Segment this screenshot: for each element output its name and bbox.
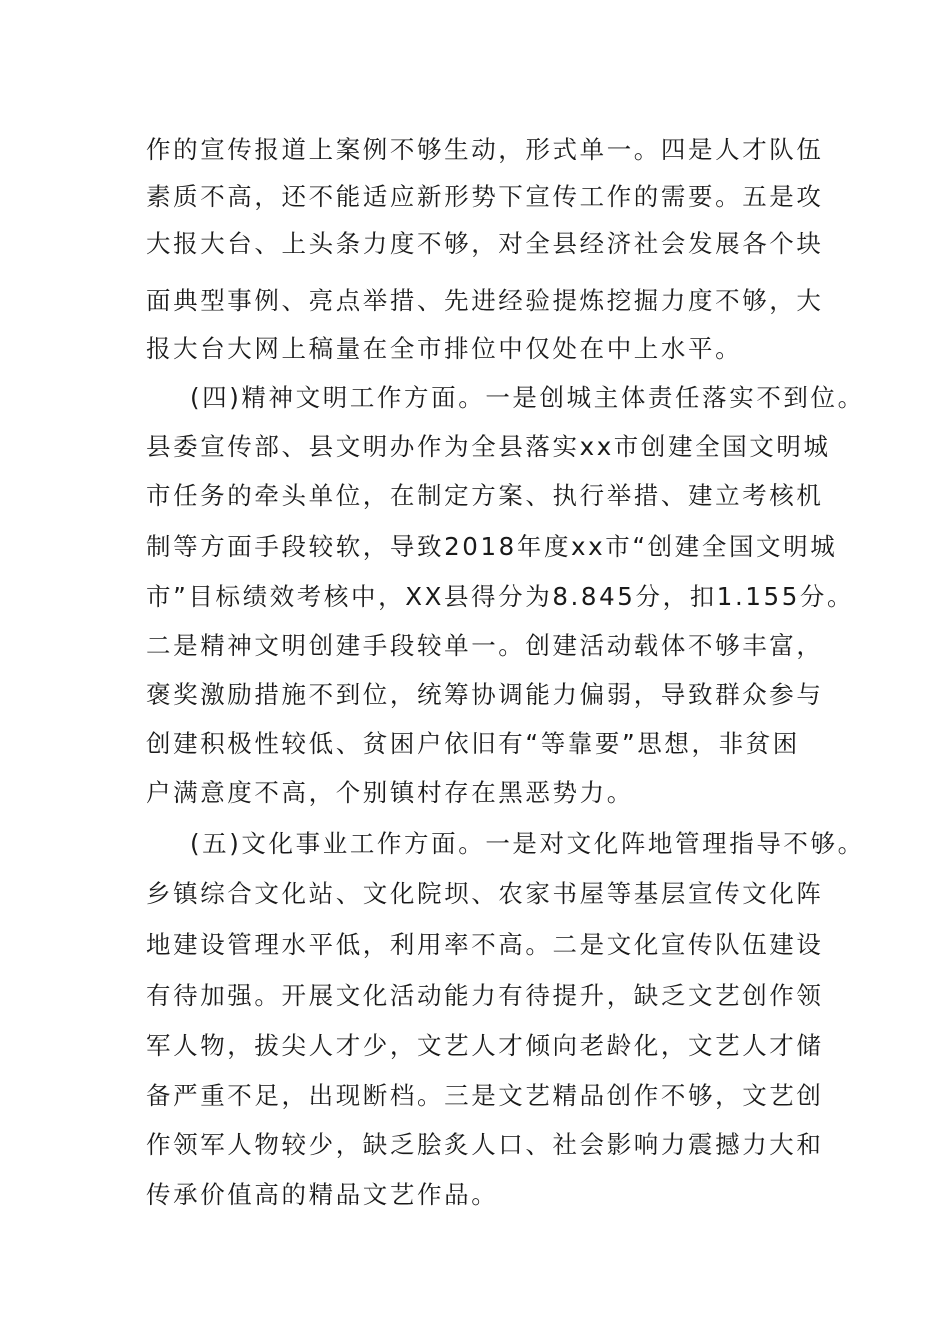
text-line: 备严重不足，出现断档。三是文艺精品创作不够，文艺创 bbox=[146, 1081, 824, 1110]
text-line: 县委宣传部、县文明办作为全县落实xx市创建全国文明城 bbox=[146, 432, 831, 461]
text-line: 市任务的牵头单位，在制定方案、执行举措、建立考核机 bbox=[146, 481, 824, 510]
text-line: 大报大台、上头条力度不够，对全县经济社会发展各个块 bbox=[146, 229, 824, 258]
text-line: 褒奖激励措施不到位，统筹协调能力偏弱，导致群众参与 bbox=[146, 680, 824, 709]
text-line: 报大台大网上稿量在全市排位中仅处在中上水平。 bbox=[146, 334, 743, 363]
text-line: 有待加强。开展文化活动能力有待提升，缺乏文艺创作领 bbox=[146, 981, 824, 1010]
text-line: 面典型事例、亮点举措、先进经验提炼挖掘力度不够，大 bbox=[146, 286, 824, 315]
text-line: 地建设管理水平低，利用率不高。二是文化宣传队伍建设 bbox=[146, 930, 824, 959]
text-line: 乡镇综合文化站、文化院坝、农家书屋等基层宣传文化阵 bbox=[146, 879, 824, 908]
text-line: 市”目标绩效考核中，XX县得分为8.845分，扣1.155分。 bbox=[146, 582, 855, 611]
text-line: 素质不高，还不能适应新形势下宣传工作的需要。五是攻 bbox=[146, 182, 824, 211]
paragraph-heading-four: (四)精神文明工作方面。一是创城主体责任落实不到位。 bbox=[190, 383, 865, 412]
text-line: 作的宣传报道上案例不够生动，形式单一。四是人才队伍 bbox=[146, 135, 824, 164]
text-line: 作领军人物较少，缺乏脍炙人口、社会影响力震撼力大和 bbox=[146, 1130, 824, 1159]
text-line: 创建积极性较低、贫困户依旧有“等靠要”思想，非贫困 bbox=[146, 729, 800, 758]
text-line: 户满意度不高，个别镇村存在黑恶势力。 bbox=[146, 778, 634, 807]
paragraph-heading-five: (五)文化事业工作方面。一是对文化阵地管理指导不够。 bbox=[190, 829, 865, 858]
text-line: 军人物，拔尖人才少，文艺人才倾向老龄化，文艺人才储 bbox=[146, 1031, 824, 1060]
text-line: 制等方面手段较软，导致2018年度xx市“创建全国文明城 bbox=[146, 532, 838, 561]
text-line: 传承价值高的精品文艺作品。 bbox=[146, 1180, 499, 1209]
text-line: 二是精神文明创建手段较单一。创建活动载体不够丰富， bbox=[146, 631, 824, 660]
